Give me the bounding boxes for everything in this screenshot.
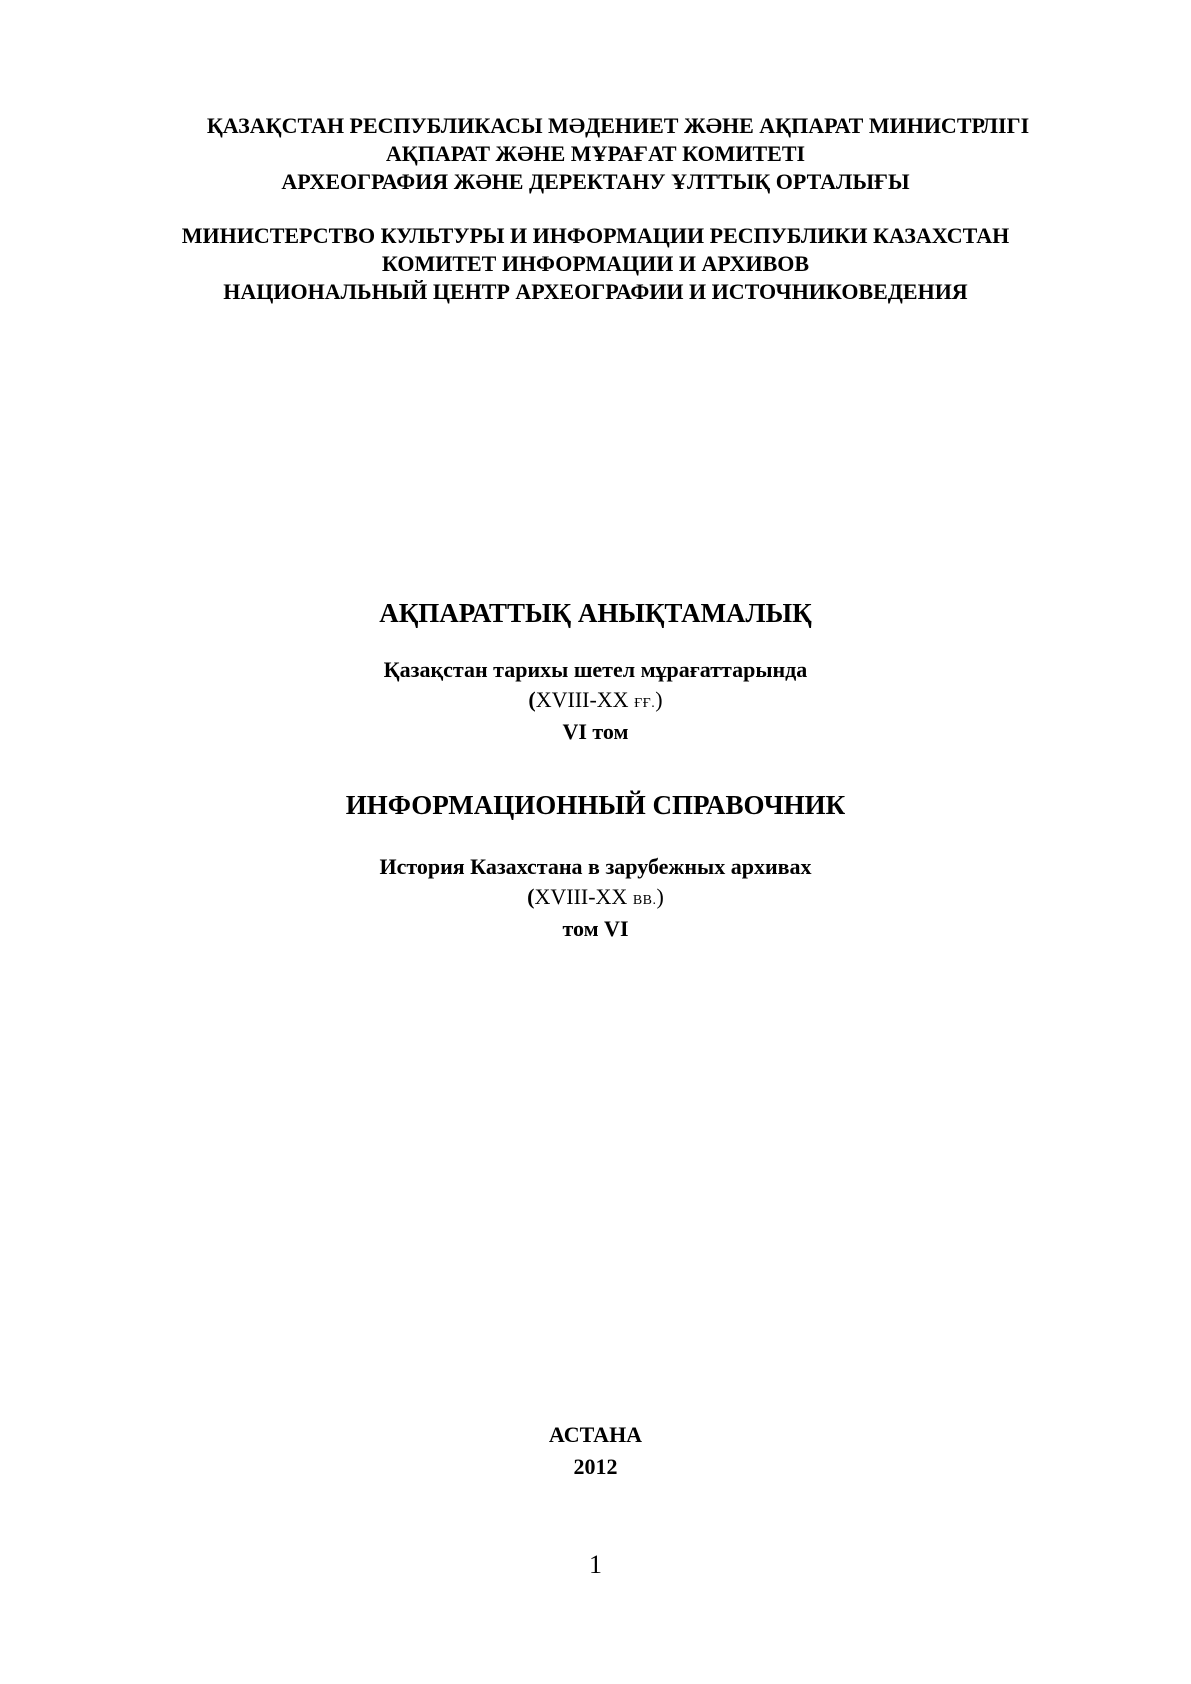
- ru-volume: том VI: [562, 916, 629, 941]
- ru-subtitle: История Казахстана в зарубежных архивах: [379, 854, 812, 879]
- ru-header-committee: КОМИТЕТ ИНФОРМАЦИИ И АРХИВОВ: [381, 251, 810, 276]
- kz-subtitle: Қазақстан тарихы шетел мұрағаттарында: [383, 657, 808, 682]
- kz-era-open: (: [528, 687, 536, 712]
- kz-era: [0, 685, 1191, 719]
- kz-era-abbr: ҒҒ.: [634, 696, 656, 711]
- ru-era-open: (: [527, 884, 535, 909]
- russian-institution-header: [0, 222, 1191, 306]
- ru-header-center: НАЦИОНАЛЬНЫЙ ЦЕНТР АРХЕОГРАФИИ И ИСТОЧНИКОВЕДЕНИЯ: [223, 279, 968, 304]
- ru-title: ИНФОРМАЦИОННЫЙ СПРАВОЧНИК: [345, 790, 846, 820]
- ru-era-centuries: XVIII-XX: [534, 884, 633, 909]
- kz-header-ministry: ҚАЗАҚСТАН РЕСПУБЛИКАСЫ МӘДЕНИЕТ ЖӘНЕ АҚПАРАТ МИНИСТРЛІГІ: [206, 113, 1030, 138]
- kz-title: АҚПАРАТТЫҚ АНЫҚТАМАЛЫҚ: [379, 598, 812, 628]
- kz-header-center: АРХЕОГРАФИЯ ЖӘНЕ ДЕРЕКТАНУ ҰЛТТЫҚ ОРТАЛЫҒЫ: [281, 169, 910, 194]
- ru-era-abbr: ВВ.: [632, 893, 657, 908]
- kazakh-institution-header: [0, 112, 1191, 196]
- publication-city: АСТАНА: [548, 1422, 643, 1447]
- ru-header-ministry: МИНИСТЕРСТВО КУЛЬТУРЫ И ИНФОРМАЦИИ РЕСПУБЛИКИ КАЗАХСТАН: [181, 223, 1010, 248]
- ru-era: [0, 882, 1191, 916]
- ru-era-close: ): [656, 884, 664, 909]
- page-number: 1: [589, 1550, 602, 1579]
- kz-era-centuries: XVIII-XX: [535, 687, 635, 712]
- kz-era-close: ): [655, 687, 663, 712]
- publication-year: 2012: [573, 1454, 618, 1479]
- kz-volume: VI том: [562, 719, 629, 744]
- kz-header-committee: АҚПАРАТ ЖӘНЕ МҰРАҒАТ КОМИТЕТІ: [385, 141, 806, 166]
